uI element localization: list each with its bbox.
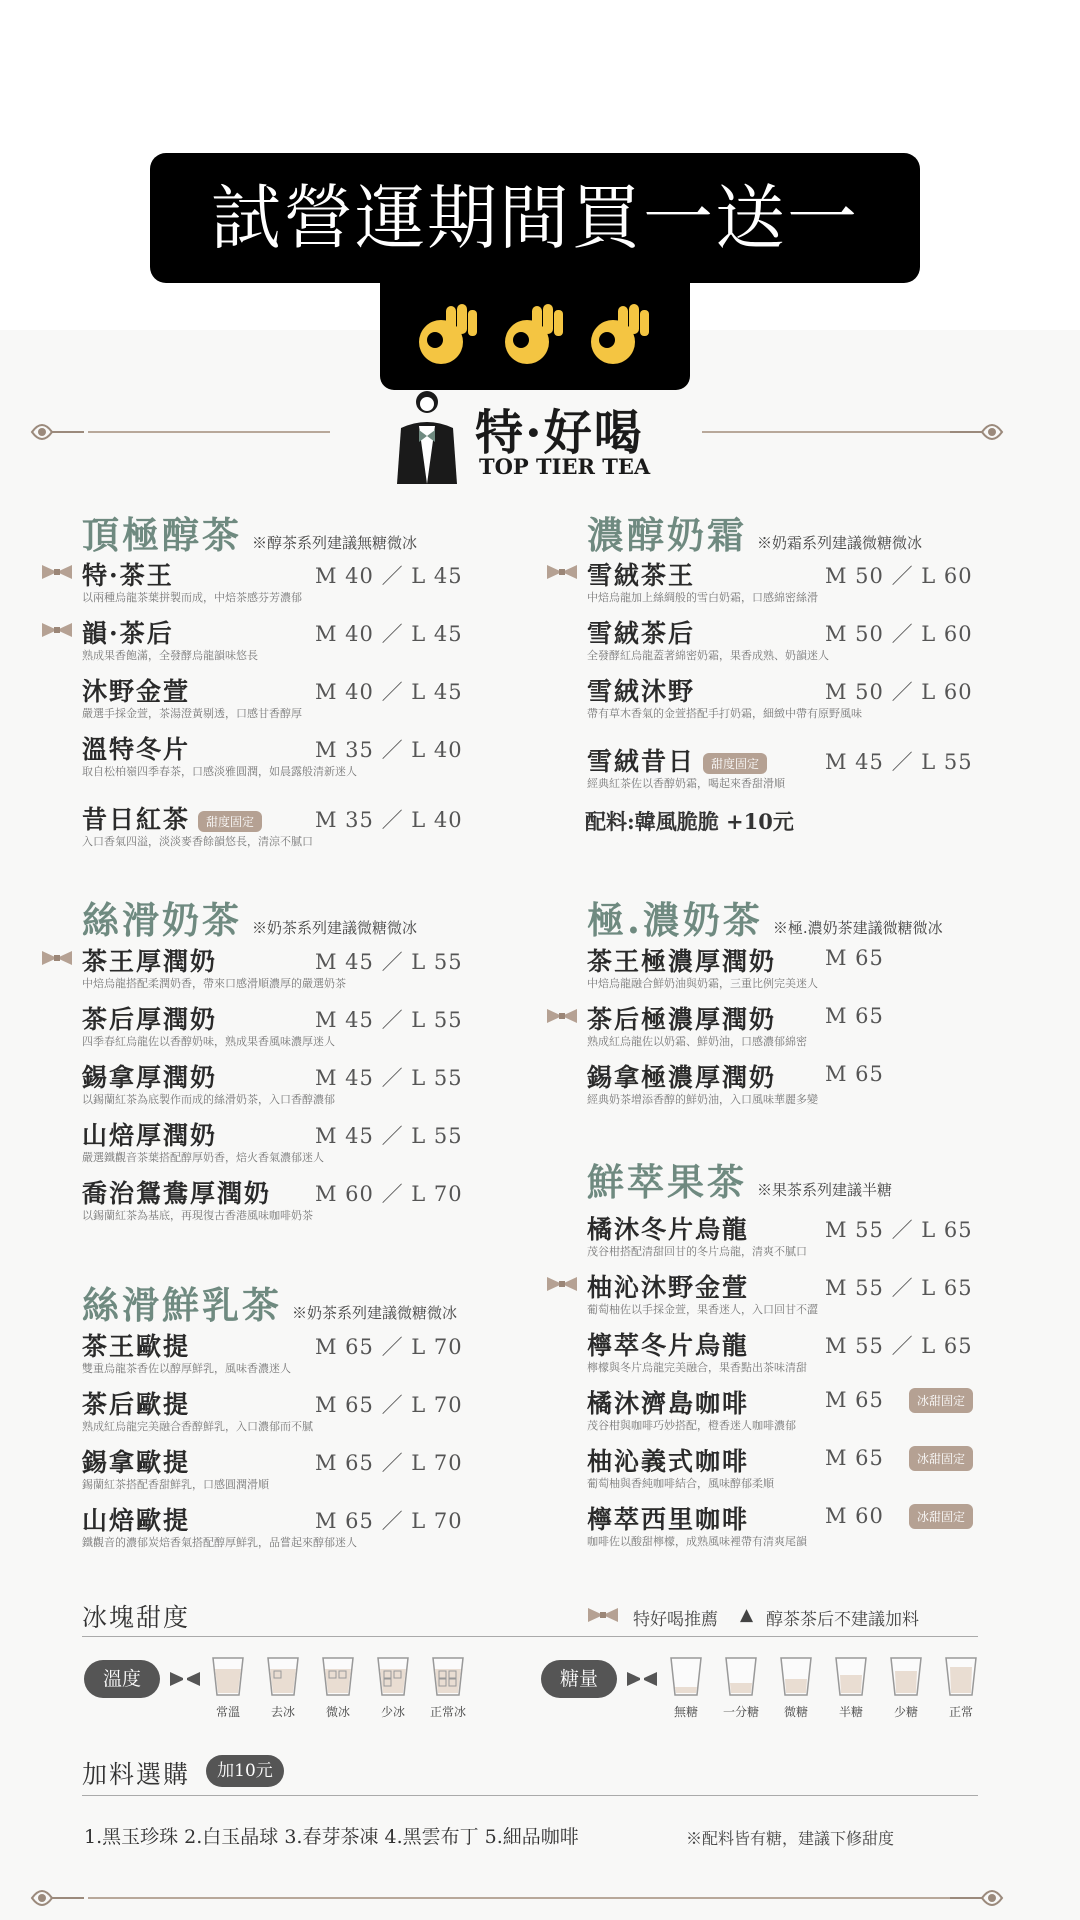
menu-item	[587, 1384, 987, 1440]
item-name	[587, 1384, 749, 1420]
item-name-text: 山焙歐提	[82, 1506, 191, 1535]
section-note: ※奶茶系列建議微糖微冰	[292, 1304, 458, 1322]
menu-item	[82, 1385, 482, 1441]
item-name	[82, 730, 190, 766]
item-badge: 冰甜固定	[909, 1504, 973, 1529]
divider-line	[82, 1636, 978, 1637]
item-name-text: 檸萃西里咖啡	[587, 1505, 750, 1534]
item-desc: 以錫蘭紅茶為底製作而成的絲滑奶茶，入口香醇濃郁	[82, 1093, 335, 1106]
item-name	[82, 672, 190, 708]
ok-hand-icon	[413, 298, 485, 370]
item-desc: 中焙烏龍融合鮮奶油與奶霜，三重比例完美迷人	[587, 977, 818, 990]
item-price: M 60 ／ L 70	[315, 1182, 463, 1206]
section-header	[587, 505, 922, 559]
item-price: M 65	[825, 946, 884, 970]
item-price: M 55 ／ L 65	[825, 1276, 973, 1300]
item-name-text: 茶后極濃厚潤奶	[587, 1005, 777, 1034]
item-name	[587, 1210, 749, 1246]
item-name	[82, 1174, 271, 1210]
menu-item	[82, 1327, 482, 1383]
item-desc: 熟成紅烏龍完美融合香醇鮮乳，入口濃郁而不膩	[82, 1420, 313, 1433]
cup-icon	[320, 1655, 356, 1697]
item-desc: 全發酵紅烏龍蓋著綿密奶霜，果香成熟、奶韻迷人	[587, 649, 829, 662]
item-price: M 40 ／ L 45	[315, 622, 463, 646]
item-name	[587, 1268, 749, 1304]
bow-tie-icon	[547, 1277, 577, 1291]
item-name	[587, 1326, 749, 1362]
section-title: 頂極醇茶	[82, 513, 242, 557]
promo-emoji-strip	[380, 278, 690, 390]
temp-label: 溫度	[84, 1660, 160, 1698]
cup-label: 微糖	[783, 1705, 808, 1719]
item-name-text: 喬治鴛鴦厚潤奶	[82, 1179, 272, 1208]
menu-item	[587, 672, 987, 728]
cup-icon	[778, 1655, 814, 1697]
cup-icon	[265, 1655, 301, 1697]
item-name-text: 茶王歐提	[82, 1332, 191, 1361]
item-price: M 40 ／ L 45	[315, 564, 463, 588]
item-name	[82, 800, 262, 836]
item-desc: 葡萄柚與香純咖啡結合，風味醇郁柔順	[587, 1477, 774, 1490]
section-note: ※奶茶系列建議微糖微冰	[252, 919, 418, 937]
item-price: M 50 ／ L 60	[825, 564, 973, 588]
item-name-text: 柚沁沐野金萱	[587, 1273, 750, 1302]
ornament-left-icon	[28, 414, 88, 450]
item-name-text: 溫特冬片	[82, 735, 191, 764]
item-name-text: 茶王厚潤奶	[82, 947, 218, 976]
item-name	[82, 556, 174, 592]
cup-label: 無糖	[673, 1705, 698, 1719]
menu-item	[587, 1210, 987, 1266]
item-name	[82, 1116, 217, 1152]
item-price: M 65 ／ L 70	[315, 1509, 463, 1533]
item-name	[587, 942, 776, 978]
item-name	[82, 1000, 217, 1036]
toppings-note: ※配料皆有糖，建議下修甜度	[686, 1829, 895, 1848]
legend-recommend: 特好喝推薦	[633, 1610, 718, 1630]
menu-item	[82, 1058, 482, 1114]
item-name-text: 韻·茶后	[82, 619, 174, 648]
section-title: 極.濃奶茶	[587, 898, 763, 942]
item-name	[587, 1058, 776, 1094]
item-price: M 55 ／ L 65	[825, 1334, 973, 1358]
item-name	[587, 614, 695, 650]
toppings-price-pill: 加10元	[206, 1755, 284, 1787]
item-desc: 茂谷柑與咖啡巧妙搭配，橙香迷人咖啡濃郁	[587, 1419, 796, 1432]
item-desc: 以兩種烏龍茶葉拼製而成，中焙茶感芬芳濃郁	[82, 591, 302, 604]
item-desc: 經典奶茶增添香醇的鮮奶油，入口風味華麗多變	[587, 1093, 818, 1106]
item-name	[587, 742, 767, 778]
item-desc: 雙重烏龍茶香佐以醇厚鮮乳，風味香濃迷人	[82, 1362, 291, 1375]
item-name-text: 雪絨茶后	[587, 619, 696, 648]
cup-icon	[888, 1655, 924, 1697]
cup-label: 少糖	[893, 1705, 918, 1719]
item-price: M 45 ／ L 55	[825, 750, 973, 774]
bow-tie-icon	[627, 1672, 657, 1686]
item-name-text: 錫拿厚潤奶	[82, 1063, 218, 1092]
item-desc: 熟成果香飽滿，全發酵烏龍韻味悠長	[82, 649, 258, 662]
item-price: M 65	[825, 1446, 884, 1470]
menu-item	[587, 1058, 987, 1114]
cup-label: 去冰	[270, 1705, 295, 1719]
section-title: 絲滑鮮乳茶	[82, 1283, 282, 1327]
section-header	[82, 505, 417, 559]
menu-item	[587, 742, 987, 798]
ornament-left-icon	[28, 1880, 88, 1916]
tuxedo-mascot-icon	[395, 388, 460, 488]
bow-tie-icon	[588, 1608, 618, 1622]
item-price: M 35 ／ L 40	[315, 808, 463, 832]
item-name-text: 柚沁義式咖啡	[587, 1447, 750, 1476]
item-desc: 錫蘭紅茶搭配香甜鮮乳，口感圓潤滑順	[82, 1478, 269, 1491]
item-desc: 四季春紅烏龍佐以香醇奶味，熟成果香風味濃厚迷人	[82, 1035, 335, 1048]
item-name	[587, 1500, 749, 1536]
item-price: M 40 ／ L 45	[315, 680, 463, 704]
item-name-text: 沐野金萱	[82, 677, 191, 706]
section-note: ※極.濃奶茶建議微糖微冰	[772, 919, 943, 937]
section-note: ※醇茶系列建議無糖微冰	[252, 534, 418, 552]
menu-item	[82, 614, 482, 670]
menu-item	[82, 1174, 482, 1230]
item-name-text: 錫拿歐提	[82, 1448, 191, 1477]
item-name-text: 雪絨茶王	[587, 561, 696, 590]
menu-item	[587, 1442, 987, 1498]
brand-logo	[395, 388, 655, 488]
divider-line	[702, 431, 954, 433]
promo-text: 試營運期間買一送一	[211, 177, 859, 259]
cup-icon	[833, 1655, 869, 1697]
item-price: M 45 ／ L 55	[315, 950, 463, 974]
item-name-text: 雪絨沐野	[587, 677, 696, 706]
item-desc: 取自松柏嶺四季春茶，口感淡雅圓潤，如晨露般清新迷人	[82, 765, 357, 778]
item-name	[82, 1385, 190, 1421]
menu-item	[82, 1116, 482, 1172]
item-desc: 鐵觀音的濃郁炭焙香氣搭配醇厚鮮乳，品嘗起來醇郁迷人	[82, 1536, 357, 1549]
item-name-text: 雪絨昔日	[587, 747, 696, 776]
item-name-text: 橘沐濟島咖啡	[587, 1389, 750, 1418]
item-price: M 65 ／ L 70	[315, 1335, 463, 1359]
cup-icon	[943, 1655, 979, 1697]
item-price: M 45 ／ L 55	[315, 1008, 463, 1032]
item-price: M 45 ／ L 55	[315, 1066, 463, 1090]
toppings-list: 1.黑玉珍珠 2.白玉晶球 3.春芽茶凍 4.黑雲布丁 5.細品咖啡	[84, 1826, 579, 1848]
item-desc: 中焙烏龍搭配柔潤奶香，帶來口感滑順濃厚的嚴選奶茶	[82, 977, 346, 990]
menu-item	[82, 942, 482, 998]
bow-tie-icon	[42, 951, 72, 965]
section-header	[82, 890, 417, 944]
menu-item	[587, 1268, 987, 1324]
item-badge: 甜度固定	[703, 753, 767, 774]
section-header	[587, 890, 943, 944]
legend-triangle-icon: ▲	[740, 1605, 754, 1625]
item-name-text: 昔日紅茶	[82, 805, 191, 834]
section-header	[587, 1152, 892, 1206]
section-title: 濃醇奶霜	[587, 513, 747, 557]
cup-label: 微冰	[325, 1705, 350, 1719]
item-price: M 55 ／ L 65	[825, 1218, 973, 1242]
divider-line	[88, 1897, 954, 1899]
item-price: M 45 ／ L 55	[315, 1124, 463, 1148]
cup-label: 正常	[948, 1705, 973, 1719]
item-name-text: 茶后歐提	[82, 1390, 191, 1419]
divider-line	[82, 1795, 978, 1796]
cup-label: 少冰	[380, 1705, 405, 1719]
menu-item	[82, 800, 482, 856]
promo-banner	[150, 153, 920, 283]
ok-hand-icon	[585, 298, 657, 370]
section-title: 鮮萃果茶	[587, 1160, 747, 1204]
item-name	[82, 1058, 217, 1094]
menu-item	[82, 1501, 482, 1557]
item-desc: 熟成紅烏龍佐以奶霜、鮮奶油，口感濃郁綿密	[587, 1035, 807, 1048]
cup-icon	[723, 1655, 759, 1697]
menu-item	[82, 556, 482, 612]
ornament-right-icon	[946, 1880, 1006, 1916]
item-name-text: 特·茶王	[82, 561, 174, 590]
item-price: M 65	[825, 1062, 884, 1086]
item-price: M 65 ／ L 70	[315, 1451, 463, 1475]
menu-item	[82, 730, 482, 786]
item-name-text: 檸萃冬片烏龍	[587, 1331, 750, 1360]
item-desc: 咖啡佐以酸甜檸檬，成熟風味裡帶有清爽尾韻	[587, 1535, 807, 1548]
section-note: ※果茶系列建議半糖	[757, 1181, 893, 1199]
item-name	[82, 1443, 190, 1479]
cup-label: 一分糖	[722, 1705, 759, 1719]
cup-label: 常溫	[215, 1705, 240, 1719]
item-name-text: 山焙厚潤奶	[82, 1121, 218, 1150]
item-badge: 甜度固定	[198, 811, 262, 832]
section-note: ※奶霜系列建議微糖微冰	[757, 534, 923, 552]
item-name-text: 茶后厚潤奶	[82, 1005, 218, 1034]
sugar-label: 糖量	[541, 1660, 617, 1698]
item-price: M 35 ／ L 40	[315, 738, 463, 762]
item-badge: 冰甜固定	[909, 1388, 973, 1413]
item-name	[82, 614, 174, 650]
bow-tie-icon	[42, 623, 72, 637]
bow-tie-icon	[170, 1672, 200, 1686]
menu-item	[587, 1326, 987, 1382]
item-desc: 入口香氣四溢，淡淡麥香餘韻悠長，清涼不膩口	[82, 835, 313, 848]
item-price: M 65	[825, 1004, 884, 1028]
item-badge: 冰甜固定	[909, 1446, 973, 1471]
cup-label: 正常冰	[429, 1705, 466, 1719]
section-header	[82, 1275, 457, 1329]
item-price: M 65 ／ L 70	[315, 1393, 463, 1417]
cup-icon	[430, 1655, 466, 1697]
bow-tie-icon	[547, 565, 577, 579]
ice-sugar-title: 冰塊甜度	[82, 1603, 191, 1632]
item-name	[587, 672, 695, 708]
cup-icon	[375, 1655, 411, 1697]
section-title: 絲滑奶茶	[82, 898, 242, 942]
item-name	[587, 1442, 749, 1478]
item-name	[82, 1501, 190, 1537]
item-name	[587, 556, 695, 592]
brand-english: TOP TIER TEA	[479, 454, 651, 479]
legend-note: 醇茶茶后不建議加料	[766, 1610, 919, 1630]
item-desc: 嚴選鐵觀音茶葉搭配醇厚奶香，焙火香氣濃郁迷人	[82, 1151, 324, 1164]
item-name-text: 錫拿極濃厚潤奶	[587, 1063, 777, 1092]
menu-item	[587, 1500, 987, 1556]
item-price: M 60	[825, 1504, 884, 1528]
item-desc: 以錫蘭紅茶為基底，再現復古香港風味咖啡奶茶	[82, 1209, 313, 1222]
toppings-title: 加料選購	[82, 1760, 191, 1789]
menu-item	[587, 1000, 987, 1056]
cup-icon	[210, 1655, 246, 1697]
menu-item	[82, 1000, 482, 1056]
item-desc: 中焙烏龍加上絲綢般的雪白奶霜，口感綿密絲滑	[587, 591, 818, 604]
item-price: M 65	[825, 1388, 884, 1412]
bow-tie-icon	[42, 565, 72, 579]
menu-item	[587, 942, 987, 998]
item-desc: 茂谷柑搭配清甜回甘的冬片烏龍，清爽不膩口	[587, 1245, 807, 1258]
item-name-text: 橘沐冬片烏龍	[587, 1215, 750, 1244]
item-desc: 葡萄柚佐以手採金萱，果香迷人，入口回甘不澀	[587, 1303, 818, 1316]
cup-label: 半糖	[838, 1705, 863, 1719]
item-name	[82, 1327, 190, 1363]
menu-item	[82, 1443, 482, 1499]
item-desc: 經典紅茶佐以香醇奶霜，喝起來香甜滑順	[587, 777, 785, 790]
brand-name: 特·好喝	[475, 405, 644, 461]
item-name	[82, 942, 217, 978]
item-desc: 帶有草木香氣的金萱搭配手打奶霜，細緻中帶有原野風味	[587, 707, 862, 720]
cup-icon	[668, 1655, 704, 1697]
item-price: M 50 ／ L 60	[825, 622, 973, 646]
menu-item	[82, 672, 482, 728]
divider-line	[88, 431, 330, 433]
ornament-right-icon	[946, 414, 1006, 450]
item-desc: 嚴選手採金萱，茶湯澄黃剔透，口感甘香醇厚	[82, 707, 302, 720]
item-name-text: 茶王極濃厚潤奶	[587, 947, 777, 976]
bow-tie-icon	[547, 1009, 577, 1023]
ok-hand-icon	[499, 298, 571, 370]
addon-line: 配料:韓風脆脆 +10元	[585, 809, 794, 834]
item-name	[587, 1000, 776, 1036]
menu-item	[587, 614, 987, 670]
item-desc: 檸檬與冬片烏龍完美融合，果香點出茶味清甜	[587, 1361, 807, 1374]
item-price: M 50 ／ L 60	[825, 680, 973, 704]
menu-item	[587, 556, 987, 612]
